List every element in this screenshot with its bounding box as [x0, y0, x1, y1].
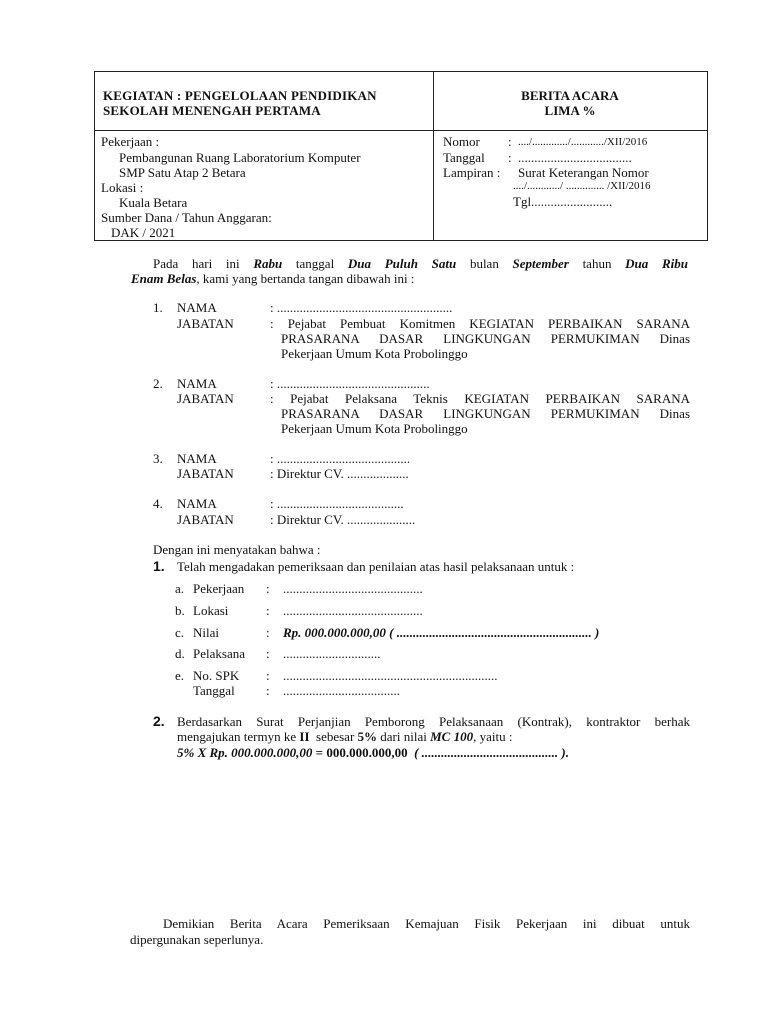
header-table	[94, 71, 708, 241]
signer-1-nama-label: NAMA	[177, 300, 217, 315]
signer-1-jabatan-label: JABATAN	[177, 316, 234, 331]
lampiran-tgl: Tgl.........................	[513, 194, 613, 209]
pekerjaan-value-2: SMP Satu Atap 2 Betara	[119, 165, 246, 180]
subitem-tanggal-value: ....................................	[283, 683, 400, 698]
statement-intro: Dengan ini menyatakan bahwa :	[153, 542, 321, 557]
signer-2-nama-label: NAMA	[177, 376, 217, 391]
signer-2-nama-value: : ...............................................	[270, 376, 430, 391]
table-divider-horizontal	[95, 130, 707, 131]
subitem-e-colon: :	[266, 668, 270, 683]
signer-1-number: 1.	[153, 300, 163, 315]
subitem-c-label: Nilai	[193, 625, 219, 640]
statement-item-1-number: 1.	[153, 558, 165, 574]
subitem-tanggal-colon: :	[266, 683, 270, 698]
subitem-a-label: Pekerjaan	[193, 581, 245, 596]
signer-2-jabatan-label: JABATAN	[177, 391, 234, 406]
signer-4-number: 4.	[153, 496, 163, 511]
subitem-e-letter: e.	[175, 668, 185, 683]
subitem-d-colon: :	[266, 646, 270, 661]
signer-4-nama-label: NAMA	[177, 496, 217, 511]
statement-item-2-line-2: mengajukan termyn ke II sebesar 5% dari nilai MC 100, yaitu :	[177, 729, 513, 744]
signer-4-jabatan-label: JABATAN	[177, 512, 234, 527]
lokasi-label: Lokasi :	[101, 180, 144, 195]
lampiran-nomor: ..../............/ .............. /XII/2016	[513, 180, 651, 192]
sumber-dana-value: DAK / 2021	[111, 225, 176, 240]
nomor-label: Nomor	[443, 134, 480, 149]
subitem-a-colon: :	[266, 581, 270, 596]
subitem-tanggal-label: Tanggal	[193, 683, 235, 698]
lokasi-value: Kuala Betara	[119, 195, 188, 210]
signer-3-jabatan-label: JABATAN	[177, 466, 234, 481]
statement-item-1-text: Telah mengadakan pemeriksaan dan penilaian atas hasil pelaksanaan untuk :	[177, 559, 575, 574]
subitem-d-value: ..............................	[283, 646, 381, 661]
signer-3-nama-value: : .........................................	[270, 451, 411, 466]
intro-line-2: Enam Belas, kami yang bertanda tangan dibawah ini :	[131, 271, 415, 286]
subitem-a-letter: a.	[175, 581, 185, 596]
statement-item-2-line-1: Berdasarkan Surat Perjanjian Pemborong Pelaksanaan (Kontrak), kontraktor berhak	[177, 714, 690, 729]
berita-acara-title: BERITA ACARA LIMA %	[521, 88, 619, 118]
signer-3-jabatan-value: : Direktur CV. ...................	[270, 466, 409, 481]
signer-2-jabatan-line-1: : Pejabat Pelaksana Teknis KEGIATAN PERBAIKAN SARANA	[270, 391, 690, 406]
subitem-b-label: Lokasi	[193, 603, 229, 618]
lampiran-label: Lampiran :	[443, 165, 501, 180]
subitem-d-letter: d.	[175, 646, 185, 661]
kegiatan-title: KEGIATAN : PENGELOLAAN PENDIDIKAN SEKOLAH MENENGAH PERTAMA	[103, 88, 377, 118]
signer-3-number: 3.	[153, 451, 163, 466]
subitem-c-colon: :	[266, 625, 270, 640]
signer-1-jabatan-line-3: Pekerjaan Umum Kota Probolinggo	[281, 346, 468, 361]
tanggal-value: ...................................	[518, 150, 632, 165]
subitem-b-colon: :	[266, 603, 270, 618]
signer-4-jabatan-value: : Direktur CV. .....................	[270, 512, 416, 527]
nomor-colon: :	[508, 134, 512, 149]
pekerjaan-value: Pembangunan Ruang Laboratorium Komputer	[119, 150, 361, 165]
signer-1-jabatan-line-1: : Pejabat Pembuat Komitmen KEGIATAN PERBAIKAN SARANA	[270, 316, 690, 331]
subitem-b-value: ...........................................	[283, 603, 423, 618]
subitem-e-value: ..................................................................	[283, 668, 498, 683]
formula-line: 5% X Rp. 000.000.000,00 = 000.000.000,00 ( .......................................... ).	[177, 745, 570, 760]
signer-2-jabatan-line-3: Pekerjaan Umum Kota Probolinggo	[281, 421, 468, 436]
signer-1-jabatan-line-2: PRASARANA DASAR LINGKUNGAN PERMUKIMAN Dinas	[281, 331, 690, 346]
subitem-d-label: Pelaksana	[193, 646, 245, 661]
subitem-c-letter: c.	[175, 625, 185, 640]
signer-2-number: 2.	[153, 376, 163, 391]
tanggal-label: Tanggal	[443, 150, 485, 165]
subitem-b-letter: b.	[175, 603, 185, 618]
signer-3-nama-label: NAMA	[177, 451, 217, 466]
subitem-c-value: Rp. 000.000.000,00 ( ............................................................ )	[283, 625, 600, 640]
closing-line-2: dipergunakan seperlunya.	[130, 932, 264, 947]
intro-line-1: Pada hari ini Rabu tanggal Dua Puluh Satu bulan September tahun Dua Ribu	[153, 256, 688, 271]
signer-2-jabatan-line-2: PRASARANA DASAR LINGKUNGAN PERMUKIMAN Dinas	[281, 406, 690, 421]
nomor-value: ..../............./............/XII/2016	[518, 136, 648, 148]
pekerjaan-label: Pekerjaan :	[101, 134, 160, 149]
signer-1-nama-value: : ......................................................	[270, 300, 453, 315]
signer-4-nama-value: : .......................................	[270, 496, 404, 511]
closing-line-1: Demikian Berita Acara Pemeriksaan Kemajuan Fisik Pekerjaan ini dibuat untuk	[163, 916, 690, 931]
tanggal-colon: :	[508, 150, 512, 165]
statement-item-2-number: 2.	[153, 713, 165, 729]
sumber-dana-label: Sumber Dana / Tahun Anggaran:	[101, 210, 272, 225]
subitem-a-value: ...........................................	[283, 581, 423, 596]
subitem-e-label: No. SPK	[193, 668, 240, 683]
lampiran-value: Surat Keterangan Nomor	[518, 165, 649, 180]
